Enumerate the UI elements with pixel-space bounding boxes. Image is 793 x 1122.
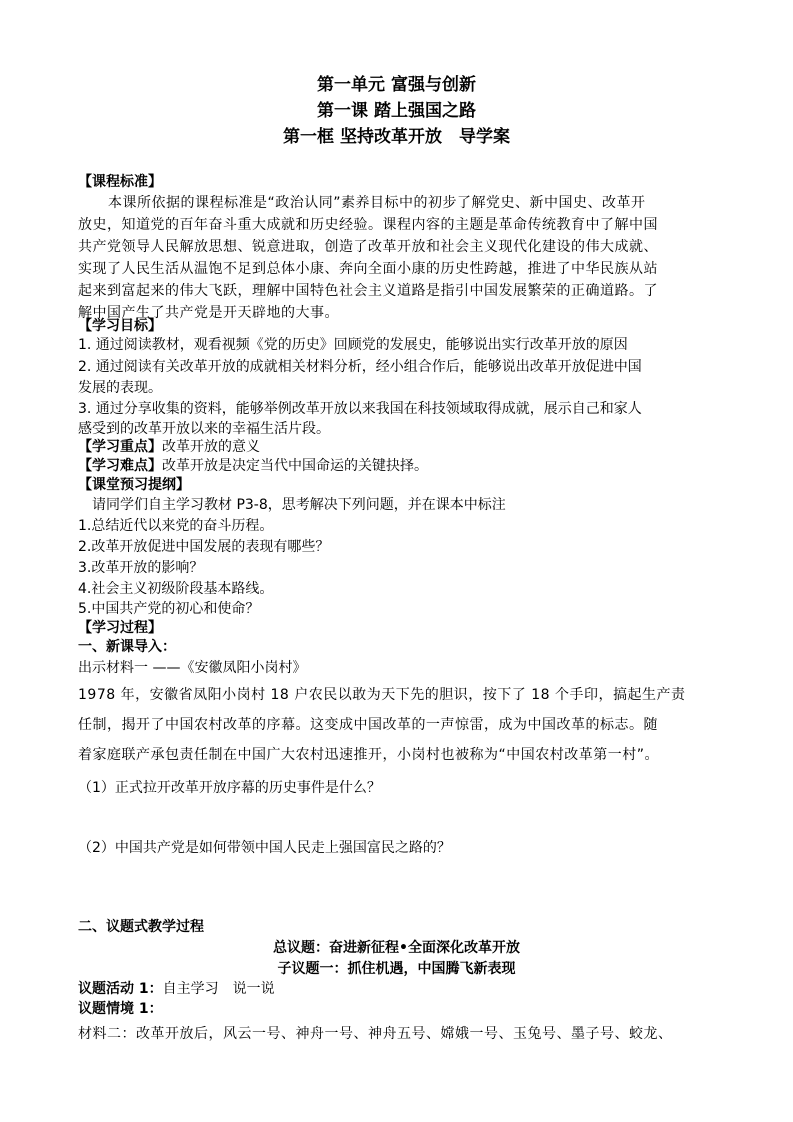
goals-heading: 【学习目标】 [78,318,162,334]
curriculum-line: 实现了人民生活从温饱不足到总体小康、奔向全面小康的历史性跨越，推进了中华民族从站 [78,261,658,277]
sub-topic: 子议题一：抓住机遇，中国腾飞新表现 [277,961,516,977]
material1-line: 着家庭联产承包责任制在中国广大农村迅速推开，小岗村也被称为“中国农村改革第一村”。 [78,747,660,763]
curriculum-line: 共产党领导人民解放思想、锐意进取，创造了改革开放和社会主义现代化建设的伟大成就、 [78,239,658,255]
main-topic: 总议题：奋进新征程•全面深化改革开放 [273,940,520,956]
material2-line: 材料二：改革开放后，风云一号、神舟一号、神舟五号、嫦娥一号、玉兔号、墨子号、蛟龙、 [78,1026,673,1042]
question-2: （2）中国共产党是如何带领中国人民走上强国富民之路的？ [78,840,451,856]
curriculum-line: 本课所依据的课程标准是“政治认同”素养目标中的初步了解党史、新中国史、改革开 [108,195,646,211]
curriculum-line: 解中国产生了共产党是开天辟地的大事。 [78,305,339,321]
material1-title: 出示材料一 ——《安徽凤阳小岗村》 [78,660,307,676]
difficult-point [78,456,428,476]
section-process-heading: 二、议题式教学过程 [78,919,204,935]
question-1: （1）正式拉开改革开放序幕的历史事件是什么？ [78,780,381,796]
preview-item: 1.总结近代以来党的奋斗历程。 [78,518,274,534]
preview-intro: 请同学们自主学习教材 P3-8，思考解决下列问题，并在课本中标注 [92,497,506,513]
process-heading: 【学习过程】 [78,620,162,636]
frame-title: 第一框 坚持改革开放 导学案 [283,127,510,147]
activity-line [78,979,275,999]
goal-line: 发展的表现。 [78,380,162,396]
preview-item: 5.中国共产党的初心和使命？ [78,601,260,617]
curriculum-heading: 【课程标准】 [78,174,162,190]
goal-line: 1. 通过阅读教材，观看视频《党的历史》回顾党的发展史，能够说出实行改革开放的原因 [78,337,628,353]
preview-item: 4.社会主义初级阶段基本路线。 [78,581,274,597]
key-point-text: 改革开放的意义 [162,439,260,455]
section-intro-heading: 一、新课导入： [78,639,176,655]
key-point [78,437,260,457]
goal-line: 2. 通过阅读有关改革开放的成就相关材料分析，经小组合作后，能够说出改革开放促进中国 [78,359,642,375]
activity-text: 自主学习 说一说 [162,981,275,997]
lesson-title: 第一课 踏上强国之路 [317,101,476,121]
material1-line: 1978 年，安徽省凤阳小岗村 18 户农民以敢为天下先的胆识，按下了 18 个手印，搞起生产责 [78,687,686,703]
goal-line: 感受到的改革开放以来的幸福生活片段。 [78,421,330,437]
material1-line: 任制，揭开了中国农村改革的序幕。这变成中国改革的一声惊雷，成为中国改革的标志。随 [78,717,658,733]
preview-item: 2.改革开放促进中国发展的表现有哪些？ [78,539,330,555]
preview-heading: 【课堂预习提纲】 [78,477,190,493]
difficult-point-text: 改革开放是决定当代中国命运的关键抉择。 [162,458,428,474]
key-point-heading: 【学习重点】 [78,439,162,455]
curriculum-line: 起来到富起来的伟大飞跃，理解中国特色社会主义道路是指引中国发展繁荣的正确道路。了 [78,283,658,299]
unit-title: 第一单元 富强与创新 [317,75,476,95]
activity-label: 议题活动 1： [78,981,163,997]
scenario-label: 议题情境 1： [78,1001,163,1017]
preview-item: 3.改革开放的影响？ [78,560,204,576]
goal-line: 3. 通过分享收集的资料，能够举例改革开放以来我国在科技领域取得成就，展示自己和家人 [78,401,642,417]
difficult-point-heading: 【学习难点】 [78,458,162,474]
curriculum-line: 放史，知道党的百年奋斗重大成就和历史经验。课程内容的主题是革命传统教育中了解中国 [78,217,658,233]
